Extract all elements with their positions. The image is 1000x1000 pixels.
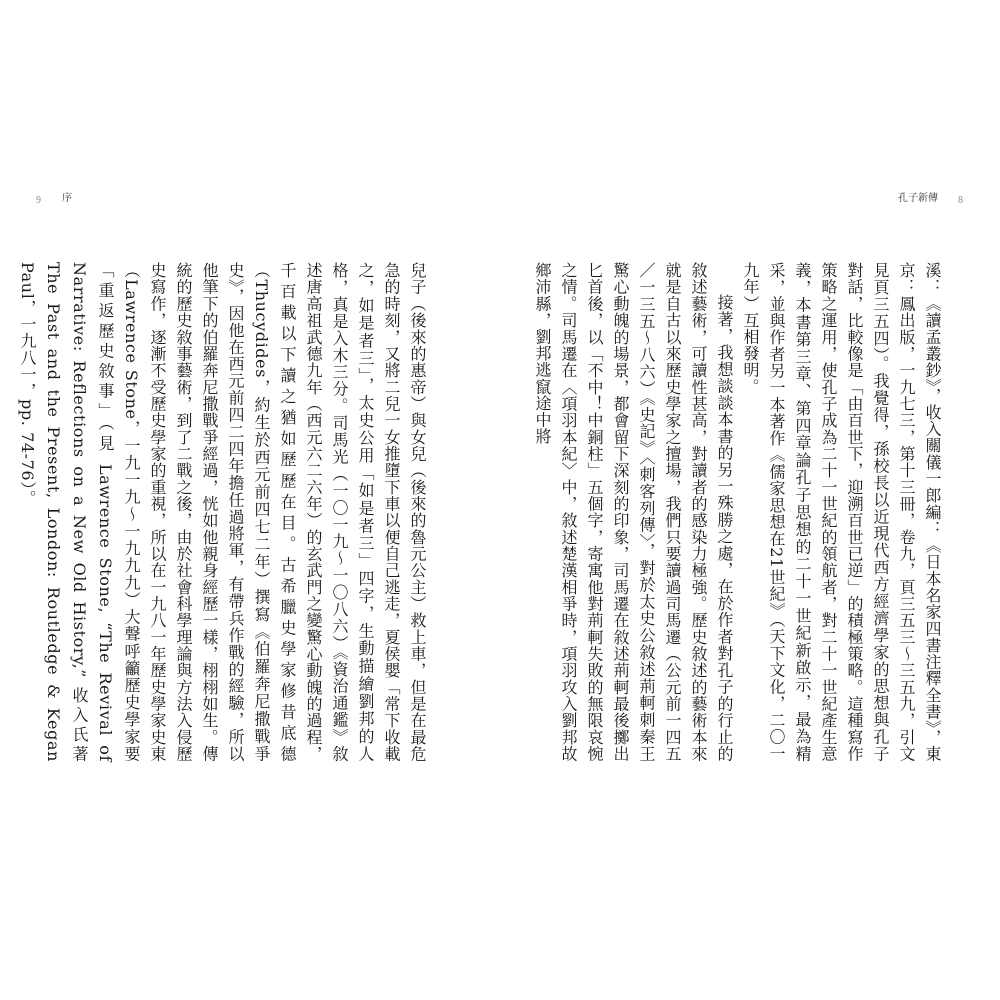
right-running-title: 孔子新傳 [898,193,938,204]
left-running-title: 序 [62,193,72,204]
right-page-number: 8 [958,195,963,206]
left-paragraph-1: 兒子（後來的惠帝）與女兒（後來的魯元公主）救上車，但是在最危急的時刻，又將二兒一女推墮下車以便自己逃走，夏侯嬰「常下收載之，如是者三」，太史公用「如是者三」四字，生動描繪劉邦的人格，真是入木三分。司馬光（一〇一九～一〇八六）《資治通鑑》敘述唐高祖武德九年（西元六二六年）的玄武門之變驚心動魄的過程，千百載以下讀之猶如歷歷在目。古希臘史學家修昔底德（Thucydides，約生於西元前四七二年）撰寫《伯羅奔尼撒戰爭史》，因他在西元前四二四年擔任過將軍，有帶兵作戰的經驗，所以他筆下的伯羅奔尼撒戰爭經過，恍如他親身經歷一樣，栩栩如生。傳統的歷史敘事藝術，到了二戰之後，由於社會科學理論與方法入侵歷史寫作，逐漸不受歷史學家的重視，所以在一九八一年歷史學家史東（Lawrence Stone，一九一九～一九九九）大聲呼籲歷史學家要「重返歷史敘事」（見 Lawrence Stone, “The Revival of Narrative: Reflections on a New Old History,” 收入氏著 The Past and the Present, London: Routledge & Kegan Paul，一九八一，pp. 74-76）。 [18,262,427,762]
right-page-body [533,262,945,762]
right-paragraph-2: 接著，我想談談本書的另一殊勝之處，在於作者對孔子的行止的敘述藝術，可讀性甚高，對讀者的感染力極強。歷史敘述的藝術本來就是自古以來歷史學家之擅場，我們只要讀過司馬遷（公元前一四五／一三五～八六）《史記》〈刺客列傳〉，對於太史公敘述荊軻刺秦王驚心動魄的場景，都會留下深刻的印象，司馬遷在敘述荊軻最後擲出匕首後，以「不中！中銅柱」五個字，寄寓他對荊軻失敗的無限哀惋之情。司馬遷在〈項羽本紀〉中，敘述楚漢相爭時，項羽攻入劉邦故鄉沛縣，劉邦逃竄途中將 [533,262,734,762]
left-page-number: 9 [36,195,41,206]
right-paragraph-1: 溪：《讀孟叢鈔》，收入關儀一郎編：《日本名家四書注釋全書》，東京：鳳出版，一九七三，第十三冊，卷九，頁三五三～三五九，引文見頁三五四）。我覺得，孫校長以近現代西方經濟學家的思想與孔子對話，比較像是「由百世下，迎溯百世已逆」的積極策略。這種寫作策略之運用，使孔子成為二十一世紀的領航者，對二十一世紀產生意義，本書第三章、第四章論孔子思想的二十一世紀新啟示，最為精采，並與作者另一本著作《儒家思想在21世紀》（天下文化，二〇一九年）互相發明。 [741,262,942,762]
left-page-body [18,262,430,762]
